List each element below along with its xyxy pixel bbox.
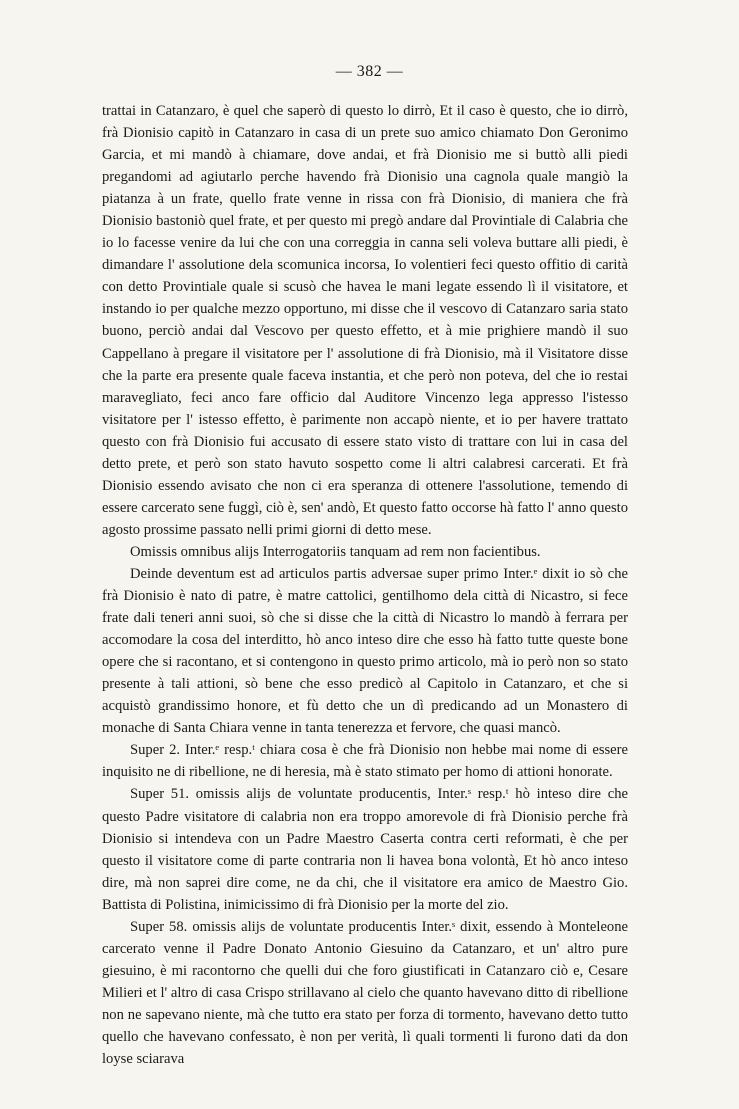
paragraph-6: Super 58. omissis alijs de voluntate producentis Inter.ˢ dixit, essendo à Monteleone carcerato venne il Padre Donato Antonio Giesuino da Catanzaro, et un' altro pure giesuino, è mi racontorno che quelli dui che foro giustificati in Catanzaro ciò e, Cesare Milieri et l' altro di casa Crispo strillavano al cielo che quanto havevano ditto di ribellione non ne sapevano niente, mà che tutto era stato per forza di tormento, havevano detto tutto quello che havevano confessato, è non per verità, lì quali tormenti li furono dati da don loyse sciarava — [102, 918, 628, 1068]
paragraph-2: Omissis omnibus alijs Interrogatoriis tanquam ad rem non facientibus. — [130, 543, 541, 560]
paragraph-3: Deinde deventum est ad articulos partis adversae super primo Inter.ᵉ dixit io sò che frà Dionisio è nato di patre, è matre cattolici, gentilhomo dela città di Nicastro, si fece frate dali teneri anni suoi, sò che si disse che la città di Nicastro lo mandò à ferrara per accomodare la cosa del interditto, hò anco inteso dire che esso hà fatto tutte queste bone opere che si racontano, et si contengono in questo primo articolo, mà io però non so stato presente à tali attioni, sò bene che esso predicò al Capitolo in Catanzaro, et che si acquistò grandissimo honore, et fù detto che un dì predicando ad un Monastero di monache di Santa Chiara venne in tanta tenerezza et fervore, che quasi mancò. — [102, 565, 628, 737]
body-text — [102, 100, 628, 1070]
paragraph-5: Super 51. omissis alijs de voluntate producentis, Inter.ˢ resp.ᵗ hò inteso dire che questo Padre visitatore di calabria non era troppo amorevole di frà Dionisio perche frà Dionisio si intendeva con un Padre Maestro Caserta contra certi reformati, è che per questo il visitatore come di parte contraria non li havea bona volontà, Et hò anco inteso dire, mà non saprei dire come, ne da chi, che il visitatore era amico de Maestro Gio. Battista di Polistina, inimicissimo di frà Dionisio per la morte del zio. — [102, 786, 628, 913]
paragraph-4: Super 2. Inter.ᵉ resp.ᵗ chiara cosa è che frà Dionisio non hebbe mai nome di essere inquisito ne di ribellione, ne di heresia, mà è stato stimato per homo di attioni honorate. — [102, 742, 628, 781]
paragraph-1: trattai in Catanzaro, è quel che saperò di questo lo dirrò, Et il caso è questo, che io dirrò, frà Dionisio capitò in Catanzaro in casa di un prete suo amico chiamato Don Geronimo Garcia, et mi mandò à chiamare, dove andai, et frà Dionisio me si buttò alli piedi pregandomi ad agiutarlo perche havendo frà Dionisio una cagnola quale mangiò la piatanza à un frate, quello frate venne in rissa con frà Dionisio, di maniera che frà Dionisio bastoniò quel frate, et per questo mi pregò andare dal Provintiale di Calabria che io lo facesse venire da lui che con una correggia in canna seli voleva buttare alli piedi, è dimandare l' assolutione dela scomunica incorsa, Io volentieri feci questo offitio di carità con detto Provintiale quale si scusò che havea le mani legate essendo lì il visitatore, et instando io per qualche mezzo opportuno, mi disse che il vescovo di Catanzaro saria stato buono, perciò andai dal Vescovo per questo effetto, et à mie prighiere mandò il suo Cappellano à pregare il visitatore per l' assolutione di frà Dionisio, mà il Visitatore disse che la parte era presente quale faceva instantia, et che però non poteva, del che io restai maravegliato, feci anco fare officio dal Auditore Vincenzo lega appresso l'istesso visitatore per l' istesso effetto, è parimente non accapò niente, et io per havere trattato questo con frà Dionisio fui accusato di essere stato visto di trattare con lui in casa del detto prete, et però son stato havuto sospetto come li altri calabresi carcerati. Et frà Dionisio essendo avisato che non ci era speranza di ottenere l'assolutione, temendo di essere carcerato sene fuggì, ciò è, sen' andò, Et questo fatto occorse hà fatto l' anno questo agosto prossime passato nelli primi giorni di detto mese. — [102, 103, 628, 538]
page-number: — 382 — — [335, 63, 404, 80]
